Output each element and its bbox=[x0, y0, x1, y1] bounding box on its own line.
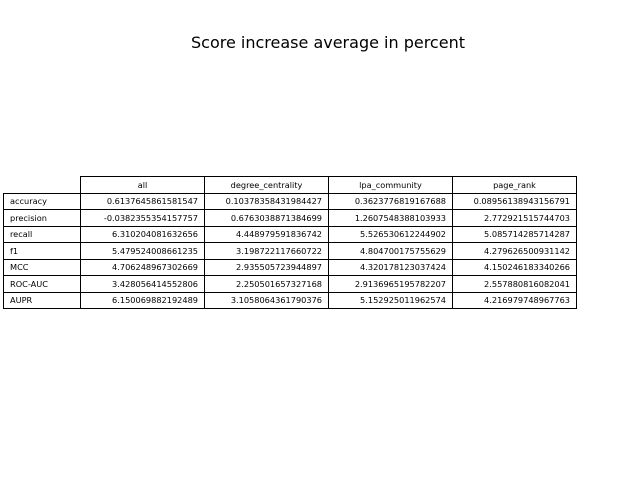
column-header: all bbox=[81, 177, 205, 194]
table-cell: -0.0382355354157757 bbox=[81, 210, 205, 227]
table-row bbox=[4, 210, 577, 227]
table-row bbox=[4, 259, 577, 276]
table-cell: 2.935505723944897 bbox=[205, 259, 329, 276]
table-cell: 2.557880816082041 bbox=[453, 276, 577, 293]
table-cell: 0.08956138943156791 bbox=[453, 193, 577, 210]
row-label: MCC bbox=[4, 259, 81, 276]
row-label: precision bbox=[4, 210, 81, 227]
table-row bbox=[4, 292, 577, 309]
table-cell: 0.6137645861581547 bbox=[81, 193, 205, 210]
table-cell: 4.150246183340266 bbox=[453, 259, 577, 276]
table-cell: 2.9136965195782207 bbox=[329, 276, 453, 293]
table-cell: 6.310204081632656 bbox=[81, 226, 205, 243]
table-cell: 0.3623776819167688 bbox=[329, 193, 453, 210]
table-cell: 3.428056414552806 bbox=[81, 276, 205, 293]
row-label: f1 bbox=[4, 243, 81, 260]
chart-title: Score increase average in percent bbox=[191, 33, 465, 52]
table-row bbox=[4, 226, 577, 243]
table-cell: 4.320178123037424 bbox=[329, 259, 453, 276]
table-cell: 5.479524008661235 bbox=[81, 243, 205, 260]
table-cell: 4.448979591836742 bbox=[205, 226, 329, 243]
table-cell: 4.706248967302669 bbox=[81, 259, 205, 276]
table-cell: 1.2607548388103933 bbox=[329, 210, 453, 227]
column-header: page_rank bbox=[453, 177, 577, 194]
table-cell: 5.152925011962574 bbox=[329, 292, 453, 309]
table-cell: 5.526530612244902 bbox=[329, 226, 453, 243]
table-cell: 4.279626500931142 bbox=[453, 243, 577, 260]
table-row bbox=[4, 193, 577, 210]
table-row bbox=[4, 243, 577, 260]
row-label: ROC-AUC bbox=[4, 276, 81, 293]
score-table bbox=[3, 176, 577, 309]
row-label: accuracy bbox=[4, 193, 81, 210]
table-cell: 3.198722117660722 bbox=[205, 243, 329, 260]
table-cell: 4.216979748967763 bbox=[453, 292, 577, 309]
column-header: lpa_community bbox=[329, 177, 453, 194]
row-label: recall bbox=[4, 226, 81, 243]
row-label: AUPR bbox=[4, 292, 81, 309]
header-row bbox=[4, 177, 577, 194]
table-cell: 6.150069882192489 bbox=[81, 292, 205, 309]
column-header: degree_centrality bbox=[205, 177, 329, 194]
table-cell: 2.772921515744703 bbox=[453, 210, 577, 227]
table-cell: 4.804700175755629 bbox=[329, 243, 453, 260]
table-cell: 5.085714285714287 bbox=[453, 226, 577, 243]
table-row bbox=[4, 276, 577, 293]
table-cell: 0.6763038871384699 bbox=[205, 210, 329, 227]
corner-cell bbox=[4, 177, 81, 194]
table-cell: 0.10378358431984427 bbox=[205, 193, 329, 210]
table-cell: 3.1058064361790376 bbox=[205, 292, 329, 309]
table-cell: 2.250501657327168 bbox=[205, 276, 329, 293]
